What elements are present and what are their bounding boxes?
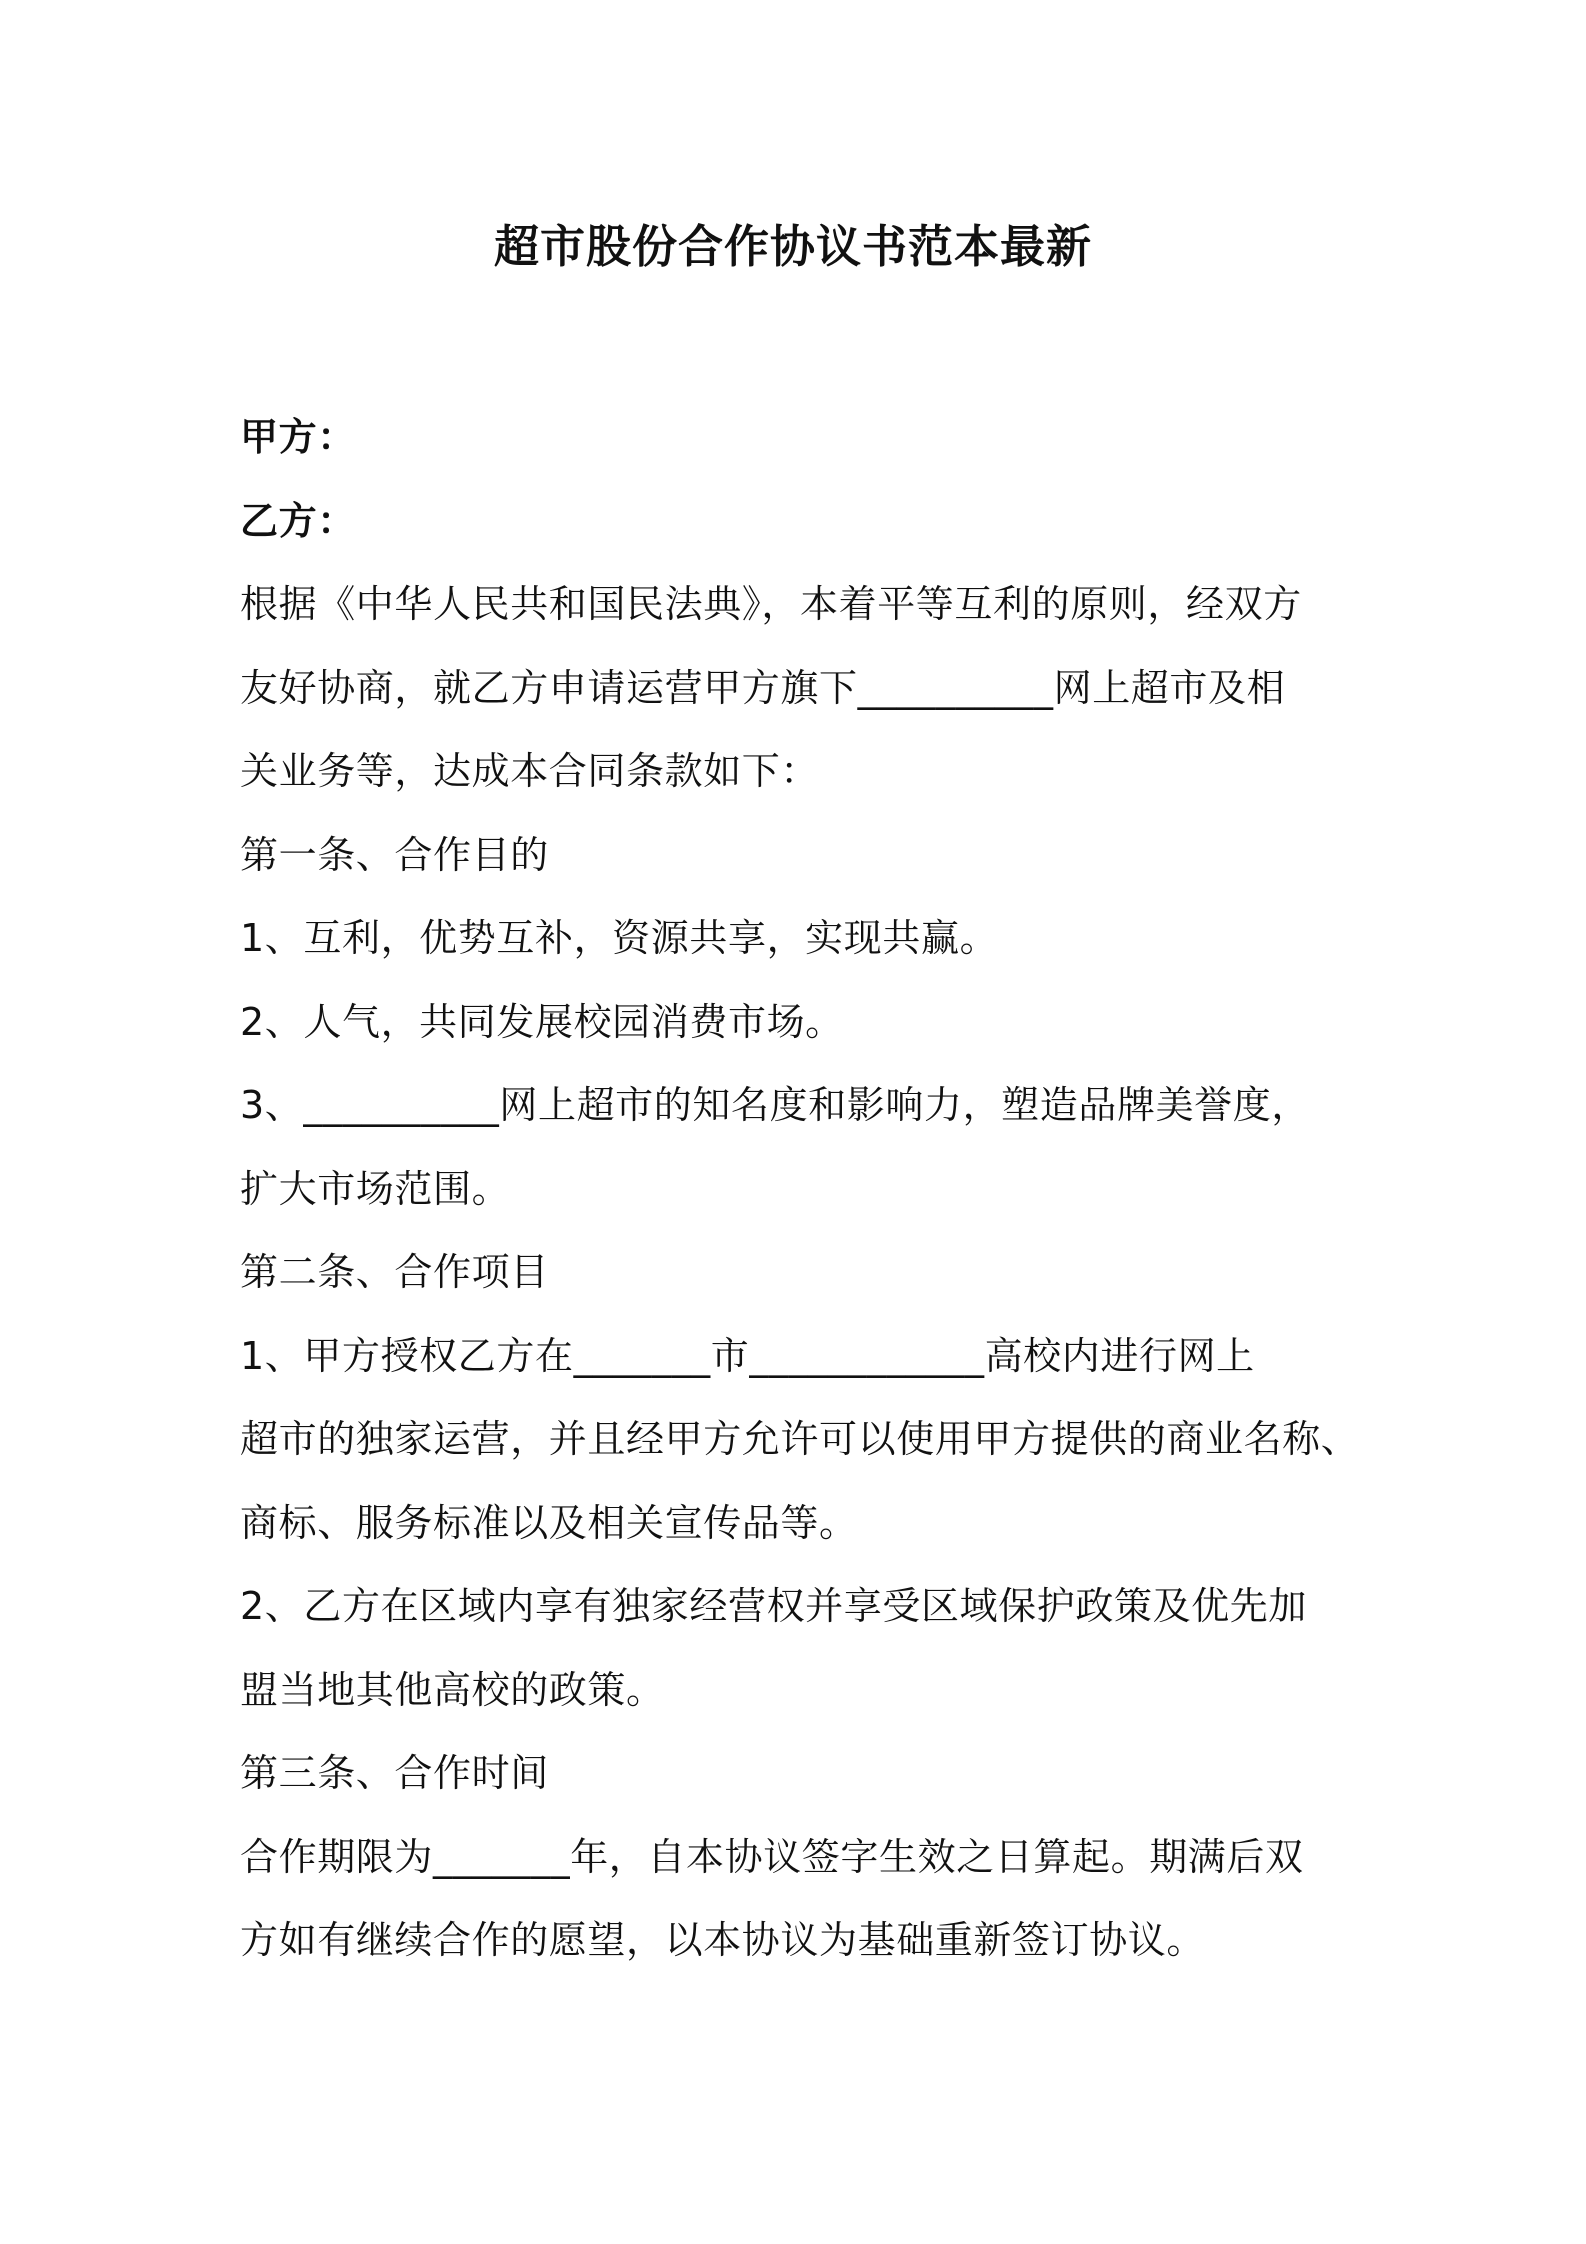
clause-line: 盟当地其他高校的政策。 <box>240 1667 665 1712</box>
article-heading: 第一条、合作目的 <box>240 832 549 877</box>
party-b-line: 乙方： <box>240 498 356 543</box>
clause-line: 3、__________网上超市的知名度和影响力，塑造品牌美誉度， <box>240 1083 1310 1127</box>
article-heading: 第二条、合作项目 <box>240 1250 549 1294</box>
clause-line: 超市的独家运营，并且经甲方允许可以使用甲方提供的商业名称、 <box>240 1417 1360 1461</box>
paragraph-line: 友好协商，就乙方申请运营甲方旗下__________网上超市及相 <box>240 665 1286 710</box>
paragraph-line: 根据《中华人民共和国民法典》，本着平等互利的原则，经双方 <box>240 582 1302 626</box>
clause-line: 合作期限为_______年，自本协议签字生效之日算起。期满后双 <box>240 1834 1304 1879</box>
clause-line: 商标、服务标准以及相关宣传品等。 <box>240 1500 858 1545</box>
party-a-line: 甲方： <box>240 415 356 459</box>
document-body <box>240 396 1380 1983</box>
clause-line: 1、互利，优势互补，资源共享，实现共赢。 <box>240 916 999 960</box>
paragraph-line: 关业务等，达成本合同条款如下： <box>240 749 820 793</box>
clause-line: 方如有继续合作的愿望，以本协议为基础重新签订协议。 <box>240 1918 1206 1962</box>
clause-line: 2、人气，共同发展校园消费市场。 <box>240 999 844 1044</box>
clause-line: 扩大市场范围。 <box>240 1166 511 1211</box>
article-heading: 第三条、合作时间 <box>240 1751 549 1795</box>
clause-line: 2、乙方在区域内享有独家经营权并享受区域保护政策及优先加 <box>240 1584 1307 1628</box>
clause-line: 1、甲方授权乙方在_______市____________高校内进行网上 <box>240 1333 1255 1378</box>
document-title: 超市股份合作协议书范本最新 <box>493 220 1092 273</box>
